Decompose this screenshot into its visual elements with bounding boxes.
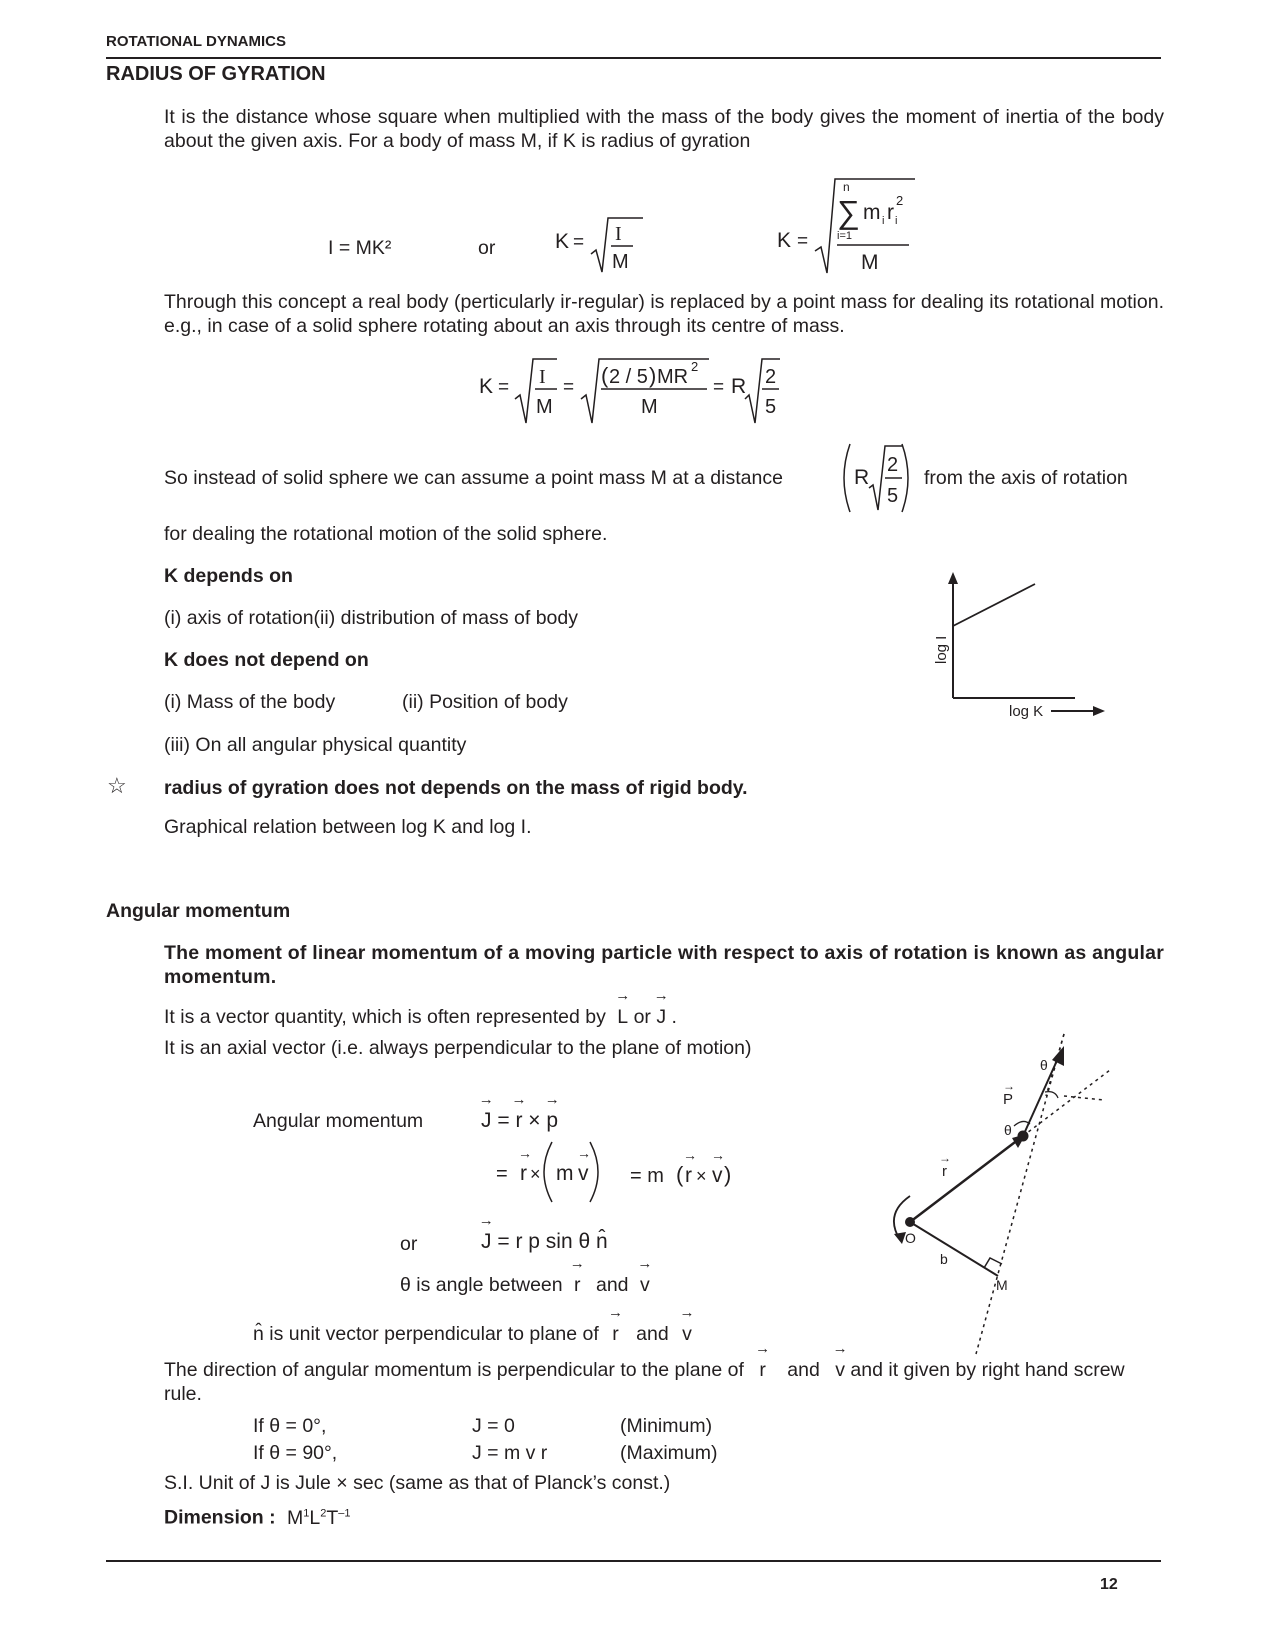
svg-text:i: i	[882, 215, 885, 227]
svg-text:= m: = m	[630, 1165, 664, 1187]
svg-text:): )	[649, 363, 657, 388]
svg-text:(: (	[676, 1162, 684, 1187]
svg-text:2: 2	[765, 366, 777, 388]
formula-k-sqrt-i-over-m	[553, 212, 643, 283]
formula-j-rp-sin	[481, 1230, 608, 1254]
formula-j-symbol: → J	[481, 1109, 492, 1133]
svg-text:=: =	[797, 231, 809, 252]
svg-text:→: →	[577, 1145, 591, 1161]
svg-text:M: M	[861, 251, 879, 274]
nhat-and: and	[636, 1323, 669, 1345]
k-depends-items: (i) axis of rotation(ii) distribution of mass of body	[164, 607, 578, 629]
svg-text:r: r	[520, 1162, 527, 1185]
k-not-depends-item3: (iii) On all angular physical quantity	[164, 734, 467, 756]
svg-text:i: i	[895, 215, 898, 227]
nhat-line-text: n̂ is unit vector perpendicular to plane of	[253, 1323, 599, 1345]
diagram-theta-upper: θ	[1040, 1057, 1048, 1073]
section-title-angular: Angular momentum	[106, 900, 291, 922]
svg-text:I: I	[539, 366, 546, 388]
symbol-J: → J	[656, 1005, 666, 1029]
svg-text:m: m	[863, 201, 881, 224]
graph-ylabel: log I	[933, 635, 950, 664]
k-not-depends-item2: (ii) Position of body	[402, 691, 568, 713]
formula-sphere-derivation	[477, 355, 797, 432]
svg-text:M: M	[641, 396, 658, 418]
diagram-label-P: P	[1003, 1091, 1014, 1108]
or-word-vec: or	[633, 1006, 651, 1028]
direction-and: and	[787, 1359, 820, 1381]
svg-text:→: →	[518, 1145, 532, 1161]
angular-definition: The moment of linear momentum of a moving particle with respect to axis of rotation is known as angular momentum.	[164, 942, 1164, 988]
diagram-arrow-P: →	[1003, 1079, 1015, 1093]
svg-text:n: n	[843, 180, 850, 194]
nhat-line	[253, 1322, 692, 1346]
svg-text:=: =	[498, 377, 510, 398]
direction-v-symbol: → v	[835, 1358, 845, 1382]
symbol-L: → L	[617, 1005, 628, 1029]
axial-line: It is an axial vector (i.e. always perpendicular to the plane of motion)	[164, 1037, 752, 1059]
graph-xlabel: log K	[1009, 703, 1044, 720]
svg-text:r: r	[685, 1164, 692, 1187]
case-0-eq: J = 0	[472, 1415, 515, 1437]
svg-text:R: R	[854, 466, 870, 489]
theta-r-symbol: → r	[574, 1273, 581, 1297]
svg-text:→: →	[711, 1147, 725, 1163]
si-unit: S.I. Unit of J is Jule × sec (same as that of Planck’s const.)	[164, 1472, 671, 1494]
gyration-para2: Through this concept a real body (perticularly ir-regular) is replaced by a point mass for dealing its rotational motion. e.g., in case of a solid sphere rotating about an axis through its centre of mass.	[164, 291, 1164, 337]
svg-text:R: R	[731, 375, 747, 398]
svg-text:v: v	[712, 1164, 723, 1187]
formula-r-cross-mv-svg	[492, 1136, 762, 1212]
svg-text:=: =	[713, 377, 725, 398]
diagram-label-b: b	[940, 1251, 948, 1267]
direction-text-c: and it given by right hand screw rule.	[164, 1359, 1125, 1405]
svg-text:M: M	[612, 251, 629, 273]
formula-rp-sin: = r p sin θ n̂	[497, 1230, 608, 1253]
theta-line-text: θ is angle between	[400, 1274, 563, 1296]
formula-r-sqrt-two-fifths	[838, 440, 914, 521]
case-1-note: (Maximum)	[620, 1442, 718, 1464]
formula-p-symbol: → p	[546, 1109, 558, 1133]
formula-r-cross-mv	[492, 1136, 762, 1217]
or-word-1: or	[478, 237, 496, 259]
theta-line	[400, 1273, 650, 1297]
vector-line	[164, 1005, 677, 1029]
k-not-depends-item1: (i) Mass of the body	[164, 691, 336, 713]
svg-text:m: m	[556, 1162, 574, 1185]
gyration-para3-b: from the axis of rotation	[924, 467, 1128, 489]
svg-text:2: 2	[896, 193, 904, 208]
direction-line	[164, 1358, 1164, 1406]
svg-text:K: K	[777, 229, 792, 252]
diagram-label-O: O	[905, 1230, 916, 1246]
svg-text:i=1: i=1	[837, 230, 852, 242]
dimension-line	[164, 1501, 351, 1530]
svg-text:r: r	[887, 201, 894, 224]
svg-text:): )	[724, 1162, 732, 1187]
formula-cross: ×	[528, 1109, 547, 1132]
svg-text:×: ×	[530, 1164, 541, 1184]
period: .	[671, 1006, 677, 1028]
dimension-formula: $M^1L^2T^{-1}$	[287, 1506, 351, 1529]
footer-rule	[106, 1560, 1161, 1562]
diagram-label-M: M	[996, 1277, 1008, 1293]
formula-k-sum	[775, 175, 915, 285]
log-graph-svg	[925, 568, 1110, 723]
nhat-v-symbol: → v	[682, 1322, 692, 1346]
svg-text:K: K	[479, 375, 494, 398]
angular-diagram	[880, 1030, 1120, 1365]
formula-label-angular: Angular momentum	[253, 1110, 424, 1132]
formula-r-symbol: → r	[515, 1109, 522, 1133]
svg-text:I: I	[615, 223, 622, 245]
case-0-note: (Minimum)	[620, 1415, 713, 1437]
gyration-para3-c: for dealing the rotational motion of the solid sphere.	[164, 523, 608, 545]
star-icon: ☆	[107, 773, 127, 798]
vector-line-text: It is a vector quantity, which is often represented by	[164, 1006, 606, 1028]
svg-text:2 / 5: 2 / 5	[609, 366, 648, 388]
svg-text:=: =	[496, 1163, 508, 1185]
svg-text:×: ×	[696, 1166, 707, 1186]
formula-k-sum-svg	[775, 175, 915, 280]
formula-equals: =	[497, 1109, 516, 1132]
case-1-eq: J = m v r	[472, 1442, 548, 1464]
gyration-intro: It is the distance whose square when multiplied with the mass of the body gives the moment of inertia of the body about the given axis. For a body of mass M, if K is radius of gyration	[164, 106, 1164, 152]
svg-text:∑: ∑	[837, 194, 860, 230]
svg-text:2: 2	[887, 454, 899, 476]
k-not-depends-title: K does not depend on	[164, 649, 369, 671]
theta-and: and	[595, 1274, 629, 1296]
formula-r-sqrt-svg	[838, 440, 914, 516]
svg-text:K: K	[555, 230, 570, 253]
log-graph	[925, 568, 1110, 728]
svg-text:5: 5	[887, 485, 899, 507]
formula-j-r-cross-p	[481, 1109, 558, 1133]
svg-text:→: →	[683, 1147, 697, 1163]
svg-text:M: M	[536, 396, 553, 418]
diagram-theta-lower: θ	[1004, 1122, 1012, 1138]
diagram-label-r: r	[942, 1163, 947, 1180]
dimension-label: Dimension :	[164, 1506, 276, 1529]
gyration-para3-a: So instead of solid sphere we can assume a point mass M at a distance	[164, 467, 783, 489]
svg-text:=: =	[573, 232, 585, 253]
or-word-2: or	[400, 1233, 418, 1255]
star-note: radius of gyration does not depends on the mass of rigid body.	[164, 777, 748, 799]
k-depends-title: K depends on	[164, 565, 293, 587]
svg-text:(: (	[601, 363, 609, 388]
formula-sphere-svg	[477, 355, 797, 427]
graph-caption: Graphical relation between log K and log I.	[164, 816, 532, 838]
case-1-cond: If θ = 90°,	[253, 1442, 338, 1464]
formula-j2-symbol: → J	[481, 1230, 492, 1254]
header-rule	[106, 57, 1161, 59]
svg-text:v: v	[578, 1162, 589, 1185]
svg-text:2: 2	[691, 359, 699, 374]
section-title-gyration: RADIUS OF GYRATION	[106, 63, 326, 85]
diagram-arrow-r: →	[939, 1151, 951, 1165]
svg-text:MR: MR	[657, 366, 689, 388]
theta-v-symbol: → v	[640, 1273, 650, 1297]
running-header: ROTATIONAL DYNAMICS	[106, 33, 286, 50]
formula-i-mk2: I = MK²	[328, 237, 392, 259]
nhat-r-symbol: → r	[612, 1322, 619, 1346]
svg-text:=: =	[563, 377, 575, 398]
direction-text-a: The direction of angular momentum is perpendicular to the plane of	[164, 1359, 744, 1381]
page-number: 12	[1100, 1576, 1118, 1593]
case-0-cond: If θ = 0°,	[253, 1415, 327, 1437]
direction-r-symbol: → r	[759, 1358, 766, 1382]
angular-diagram-svg	[880, 1030, 1120, 1360]
formula-k-sqrt-svg	[553, 212, 643, 278]
svg-text:5: 5	[765, 396, 777, 418]
